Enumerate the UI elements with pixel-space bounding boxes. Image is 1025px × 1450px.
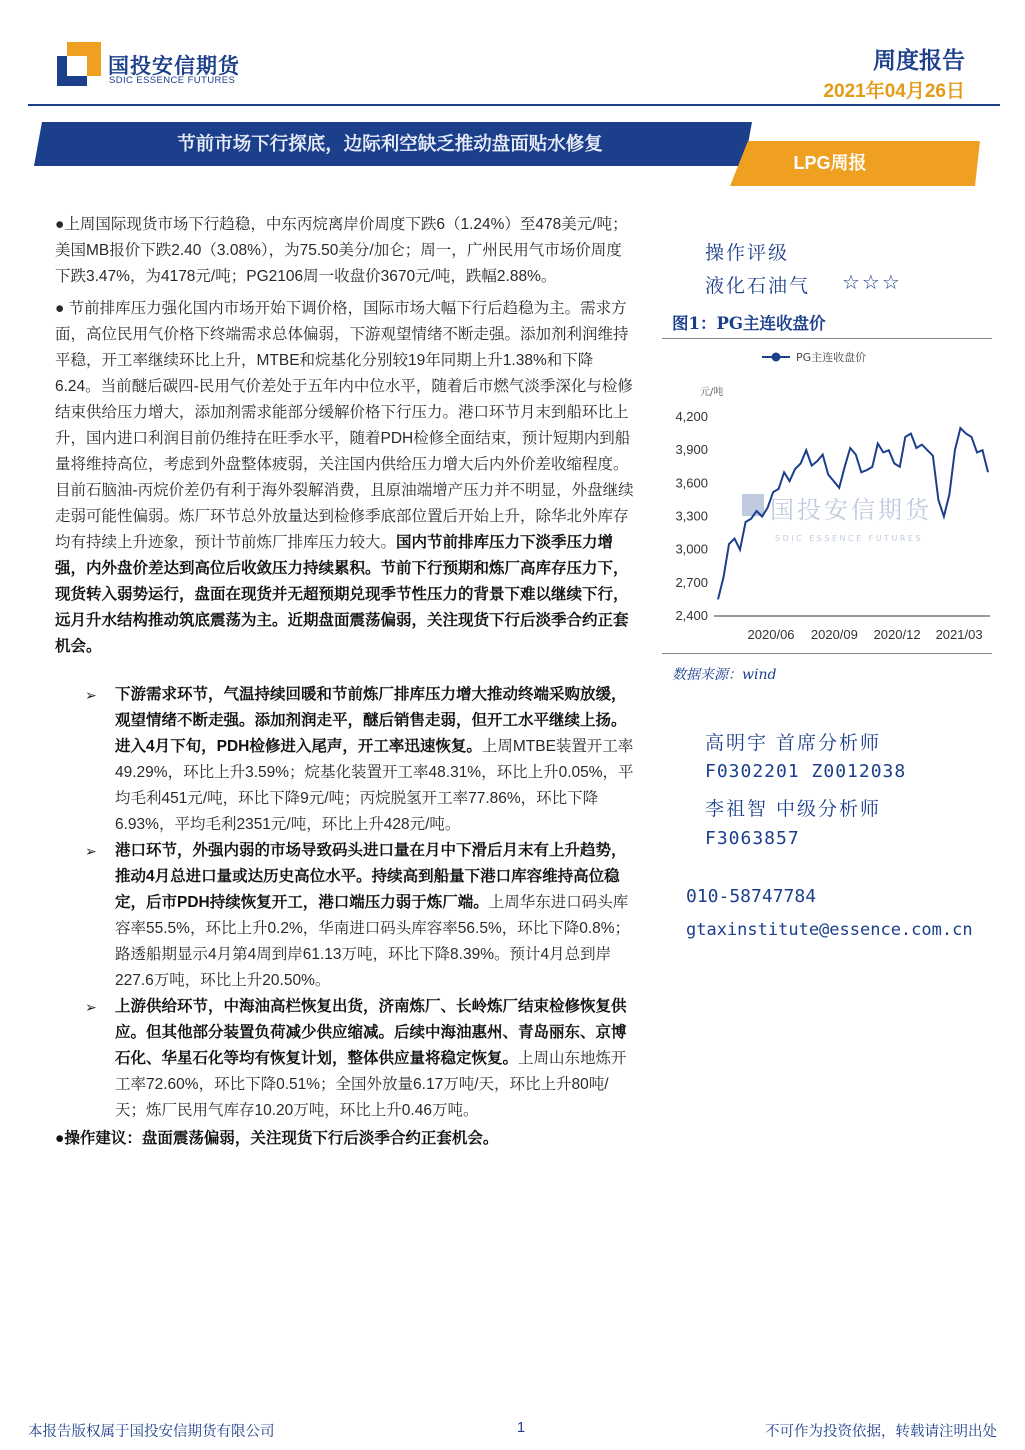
x-tick-label: 2020/09: [810, 627, 858, 642]
price-line-chart: [662, 340, 997, 652]
legend-marker-icon: [772, 353, 781, 362]
y-tick-label: 2,400: [675, 608, 708, 623]
bullet-upstream: [55, 994, 635, 1124]
y-axis-unit: 元/吨: [700, 387, 724, 398]
figure-bottom-rule: [662, 653, 992, 654]
summary-paragraph-2-conclusion: 国内节前排库压力下淡季压力增强，内外盘价差达到高位后收敛压力持续累积。节前下行预期和炼厂高库存压力下，现货转入弱势运行，盘面在现货并无超预期兑现季节性压力的背景下难以继续下行，远月升水结构推动筑底震荡为主。近期盘面震荡偏弱，关注现货下行后淡季合约正套机会。: [55, 534, 629, 655]
x-tick-label: 2020/12: [873, 627, 921, 642]
summary-paragraph-2: [55, 296, 635, 660]
page-number: 1: [517, 1420, 526, 1436]
report-category-label: LPG周报: [793, 153, 867, 173]
operation-advice: ●操作建议：盘面震荡偏弱，关注现货下行后淡季合约正套机会。: [55, 1130, 499, 1147]
footer-copyright: 本报告版权属于国投安信期货有限公司: [28, 1424, 275, 1440]
figure-top-rule: [662, 338, 992, 339]
bullet-port: [55, 838, 635, 994]
y-tick-label: 3,900: [675, 442, 708, 458]
company-name-cn: 国投安信期货: [108, 55, 240, 78]
contact-phone: 010-58747784: [686, 886, 817, 907]
y-tick-label: 2,700: [675, 574, 708, 590]
company-name-en: SDIC ESSENCE FUTURES: [109, 75, 236, 86]
header-divider: [28, 104, 1000, 106]
watermark-text: 国投安信期货: [770, 496, 932, 524]
y-axis-ticks: [675, 409, 708, 623]
x-axis-ticks: [748, 627, 983, 642]
rating-title: 操作评级: [705, 242, 790, 264]
x-tick-label: 2020/06: [747, 627, 795, 642]
analyst-1-license: F0302201 Z0012038: [705, 761, 907, 782]
bullet-downstream-lead: 下游需求环节，气温持续回暖和节前炼厂排库压力增大推动终端采购放缓，观望情绪不断走强。添加剂润走平，醚后销售走弱，但开工水平继续上扬。进入4月下旬，PDH检修进入尾声，开工率迅速恢复。: [115, 686, 627, 755]
data-source: 数据来源：wind: [672, 667, 777, 683]
figure-title: 图1：PG主连收盘价: [672, 314, 826, 333]
rating-stars-icon: ☆☆☆: [842, 272, 902, 294]
bullet-downstream-detail: 上周MTBE装置开工率49.29%，环比上升3.59%；烷基化装置开工率48.31%，环比上升0.05%，平均毛利451元/吨，环比下降9元/吨；丙烷脱氢开工率77.86%，环比下降6.93%，平均毛利2351元/吨，环比上升428元/吨。: [115, 738, 634, 833]
report-date: 2021年04月26日: [823, 81, 965, 102]
arrow-bullet-icon: ➢: [85, 999, 97, 1015]
watermark-text-en: SDIC ESSENCE FUTURES: [775, 534, 924, 543]
company-logo-icon: [57, 42, 101, 86]
arrow-bullet-icon: ➢: [85, 843, 97, 859]
analyst-1: 高明宇 首席分析师: [705, 732, 882, 754]
watermark-logo-icon: [742, 494, 764, 516]
analyst-2: 李祖智 中级分析师: [705, 798, 882, 820]
bullet-port-detail: 上周华东进口码头库容率55.5%，环比上升0.2%，华南进口码头库容率56.5%，环比下降0.8%；路透船期显示4月第4周到岸61.13万吨，环比下降8.39%。预计4月总到岸227.6万吨，环比上升20.50%。: [115, 894, 631, 989]
bullet-port-lead: 港口环节，外强内弱的市场导致码头进口量在月中下滑后月末有上升趋势，推动4月总进口量或达历史高位水平。持续高到船量下港口库容维持高位稳定，后市PDH持续恢复开工，港口端压力弱于炼厂端。: [115, 842, 627, 911]
summary-paragraph-2-text: ● 节前排库压力强化国内市场开始下调价格，国际市场大幅下行后趋稳为主。需求方面，高位民用气价格下终端需求总体偏弱，下游观望情绪不断走强。添加剂利润维持平稳，开工率继续环比上升，MTBE和烷基化分别较19年同期上升1.38%和下降6.24。当前醚后碳四-民用气价差处于五年内中位水平，随着后市燃气淡季深化与检修结束供给压力增大，添加剂需求能部分缓解价格下行压力。港口环节月末到船环比上升，国内进口利润目前仍维持在旺季水平，随着PDH检修全面结束，预计短期内到船量将维持高位，考虑到外盘整体疲弱，关注国内供给压力增大后内外价差收缩程度。目前石脑油-丙烷价差仍有利于海外裂解消费，且原油端增产压力并不明显，外盘继续走弱可能性偏弱。炼厂环节总外放量达到检修季底部位置后开始上升，除华北外库存均有持续上升迹象，预计节前炼厂排库压力较大。: [55, 300, 634, 551]
bullet-list: [55, 682, 635, 1124]
rating-product: 液化石油气: [705, 275, 811, 297]
x-tick-label: 2021/03: [935, 627, 983, 642]
report-type: 周度报告: [873, 47, 965, 73]
legend-label: PG主连收盘价: [796, 351, 867, 364]
main-content: [55, 212, 635, 1152]
bullet-upstream-lead: 上游供给环节，中海油高栏恢复出货，济南炼厂、长岭炼厂结束检修恢复供应。但其他部分装置负荷减少供应缩减。后续中海油惠州、青岛丽东、京博石化、华星石化等均有恢复计划，整体供应量将稳定恢复。: [115, 998, 627, 1067]
chart-legend: [762, 350, 866, 364]
report-headline: 节前市场下行探底，边际利空缺乏推动盘面贴水修复: [177, 133, 603, 154]
contact-email[interactable]: gtaxinstitute@essence.com.cn: [686, 920, 973, 940]
analyst-2-license: F3063857: [705, 828, 800, 849]
y-tick-label: 4,200: [675, 409, 708, 424]
bullet-upstream-detail: 上周山东地炼开工率72.60%，环比下降0.51%；全国外放量6.17万吨/天，环比上升80吨/天；炼厂民用气库存10.20万吨，环比上升0.46万吨。: [115, 1050, 627, 1119]
arrow-bullet-icon: ➢: [85, 687, 97, 703]
summary-paragraph-1: ●上周国际现货市场下行趋稳，中东丙烷离岸价周度下跌6（1.24%）至478美元/吨；美国MB报价下跌2.40（3.08%），为75.50美分/加仑；周一，广州民用气市场价周度下跌3.47%，为4178元/吨；PG2106周一收盘价3670元/吨，跌幅2.88%。: [55, 216, 628, 285]
y-tick-label: 3,000: [675, 541, 708, 557]
bullet-downstream: [55, 682, 635, 838]
footer-disclaimer: 不可作为投资依据，转载请注明出处: [765, 1424, 997, 1440]
y-tick-label: 3,300: [675, 508, 708, 524]
y-tick-label: 3,600: [675, 475, 708, 491]
